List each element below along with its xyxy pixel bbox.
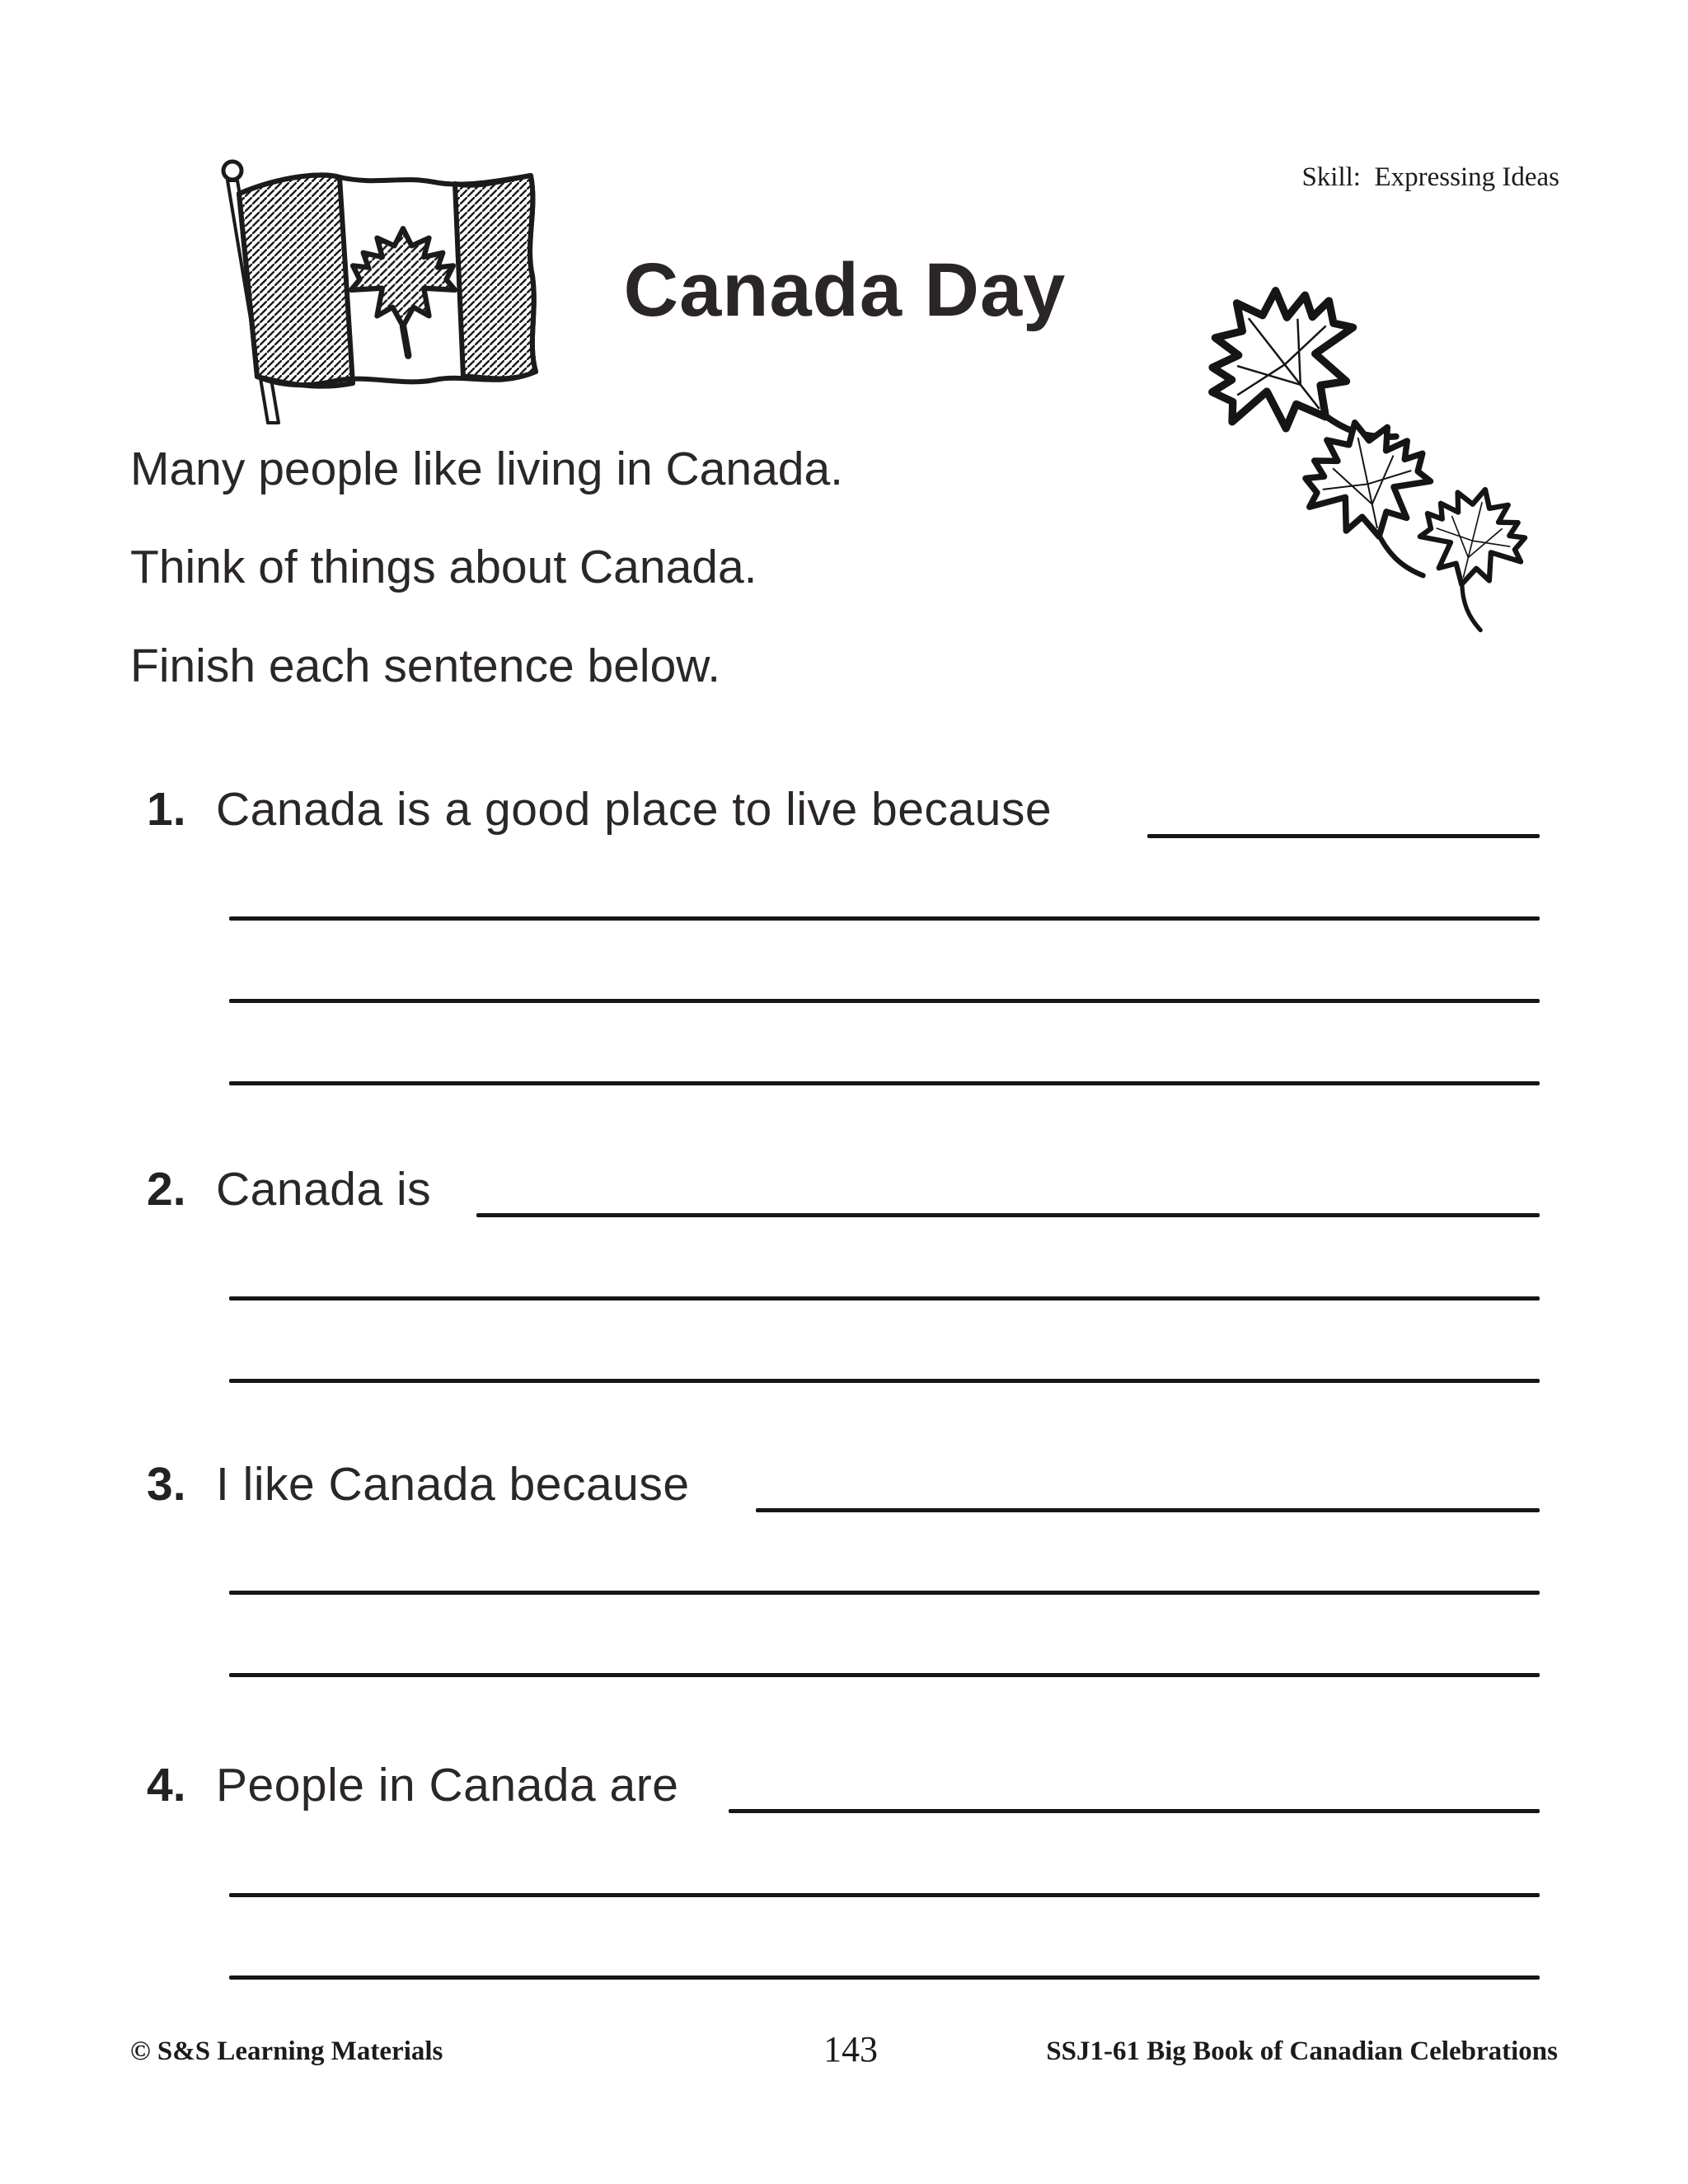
answer-line (229, 916, 1540, 921)
answer-line (229, 1673, 1540, 1677)
intro-line: Finish each sentence below. (130, 640, 721, 692)
canada-flag-icon (208, 152, 562, 429)
question-text: Canada is a good place to live because (216, 783, 1053, 836)
question-text: Canada is (216, 1163, 432, 1216)
canada-flag-illustration (208, 152, 562, 429)
skill-label: Skill: Expressing Ideas (1301, 162, 1559, 192)
answer-line (476, 1213, 1540, 1217)
question-number: 4. (147, 1759, 186, 1811)
question-number: 3. (147, 1458, 186, 1511)
question-number: 2. (147, 1163, 186, 1216)
maple-leaves-icon (1111, 206, 1573, 651)
page-title: Canada Day (623, 248, 1067, 332)
question-text: People in Canada are (216, 1759, 679, 1811)
answer-line (229, 1975, 1540, 1980)
answer-line (729, 1809, 1540, 1813)
footer-page-number: 143 (823, 2029, 878, 2069)
maple-leaves-illustration (1111, 206, 1573, 651)
answer-line (1147, 834, 1540, 838)
question-text: I like Canada because (216, 1458, 690, 1511)
answer-line (229, 1379, 1540, 1383)
answer-line (229, 1081, 1540, 1085)
intro-line: Think of things about Canada. (130, 541, 757, 593)
answer-line (756, 1508, 1540, 1512)
question-number: 1. (147, 783, 186, 836)
answer-line (229, 1893, 1540, 1897)
footer-book-title: SSJ1-61 Big Book of Canadian Celebrations (1046, 2036, 1558, 2066)
footer-copyright: © S&S Learning Materials (130, 2036, 443, 2066)
answer-line (229, 1591, 1540, 1595)
answer-line (229, 1296, 1540, 1301)
intro-line: Many people like living in Canada. (130, 443, 844, 495)
answer-line (229, 999, 1540, 1003)
